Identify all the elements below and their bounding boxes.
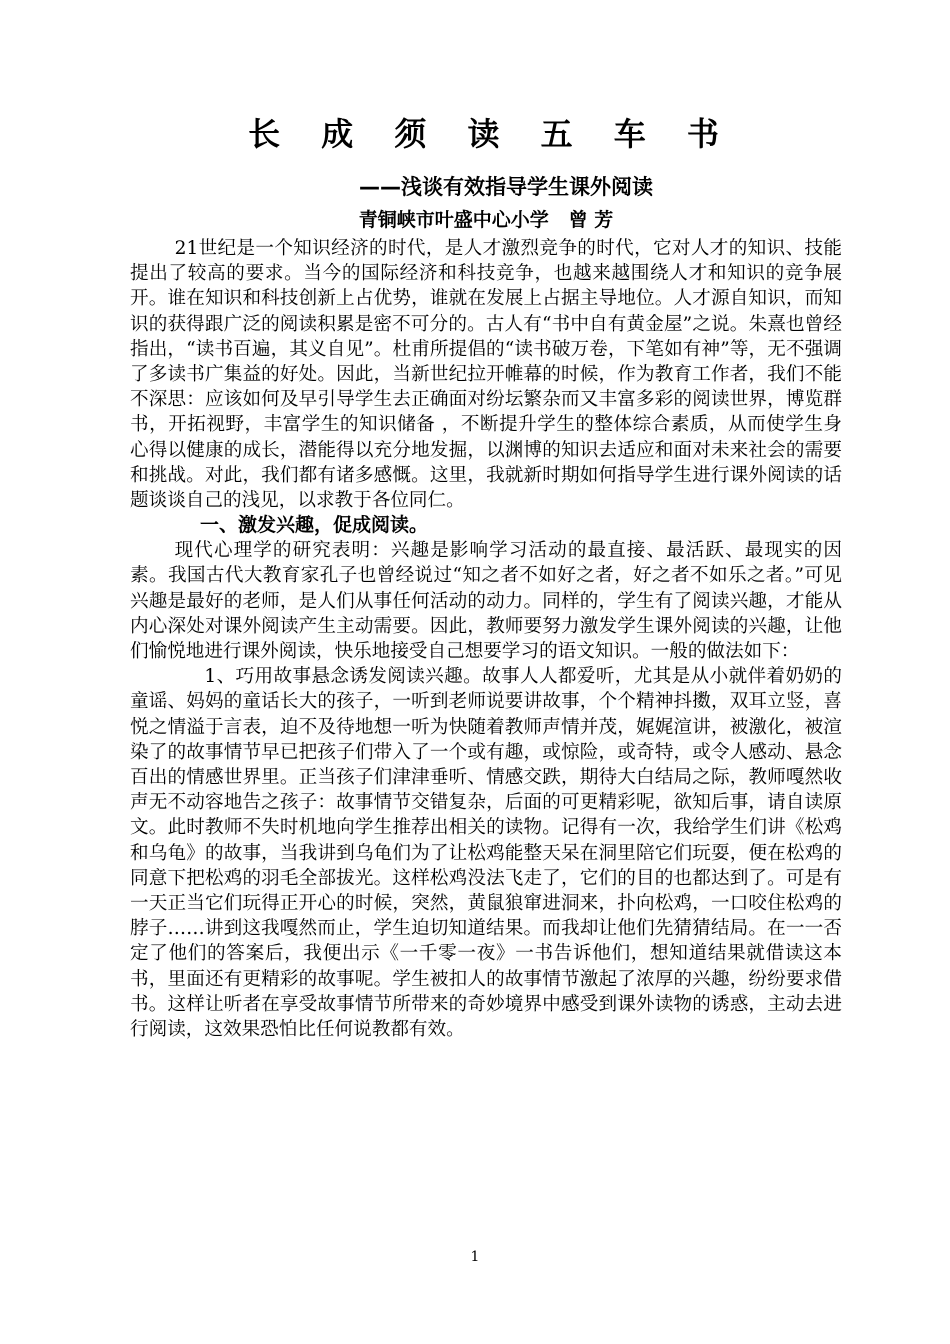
document-subtitle: ——浅谈有效指导学生课外阅读 xyxy=(359,175,653,199)
document-page xyxy=(130,110,842,1042)
sub-paragraph: 1、巧用故事悬念诱发阅读兴趣。故事人人都爱听，尤其是从小就伴着奶奶的童谣、妈妈的童话长大的孩子，一听到老师说要讲故事，个个精神抖擞，双耳立竖，喜悦之情溢于言表，迫不及待地想一听为快随着教师声情并茂，娓娓渲讲，被激化，被渲染了的故事情节早已把孩子们带入了一个或有趣，或惊险，或奇特，或令人感动、悬念百出的情感世界里。正当孩子们津津垂听、情感交跌，期待大白结局之际，教师嘎然收声无不动容地告之孩子：故事情节交错复杂，后面的可更精彩呢，欲知后事，请自读原文。此时教师不失时机地向学生推荐出相关的读物。记得有一次，我给学生们讲《松鸡和乌龟》的故事，当我讲到乌龟们为了让松鸡能整天呆在洞里陪它们玩耍，便在松鸡的同意下把松鸡的羽毛全部拔光。这样松鸡没法飞走了，它们的目的也都达到了。可是有一天正当它们玩得正开心的时候，突然，黄鼠狼窜进洞来，扑向松鸡，一口咬住松鸡的脖子……讲到这我嘎然而止，学生迫切知道结果。而我却让他们先猜猜结局。在一一否定了他们的答案后，我便出示《一千零一夜》一书告诉他们，想知道结果就借读这本书，里面还有更精彩的故事呢。学生被扣人的故事情节激起了浓厚的兴趣，纷纷要求借书。这样让听者在享受故事情节所带来的奇妙境界中感受到课外读物的诱惑，主动去进行阅读，这效果恐怕比任何说教都有效。 xyxy=(130,666,842,1041)
document-title: 长 成 须 读 五 车 书 xyxy=(248,115,734,153)
intro-paragraph: 21世纪是一个知识经济的时代，是人才激烈竞争的时代，它对人才的知识、技能提出了较高的要求。当今的国际经济和科技竞争，也越来越围绕人才和知识的竞争展开。谁在知识和科技创新上占优势，谁就在发展上占据主导地位。人才源自知识，而知识的获得跟广泛的阅读积累是密不可分的。古人有“书中自有黄金屋”之说。朱熹也曾经指出，“读书百遍，其义自见”。杜甫所提倡的“读书破万卷，下笔如有神”等，无不强调了多读书广集益的好处。因此，当新世纪拉开帷幕的时候，作为教育工作者，我们不能不深思：应该如何及早引导学生去正确面对纷坛繁杂而又丰富多彩的阅读世界，博览群书，开拓视野，丰富学生的知识储备 ，不断提升学生的整体综合素质，从而使学生身心得以健康的成长，潜能得以充分地发掘，以渊博的知识去适应和面对未来社会的需要和挑战。对此，我们都有诸多感慨。这里，我就新时期如何指导学生进行课外阅读的话题谈谈自己的浅见，以求教于各位同仁。 xyxy=(130,238,842,512)
section-paragraph: 现代心理学的研究表明：兴趣是影响学习活动的最直接、最活跃、最现实的因素。我国古代大教育家孔子也曾经说过“知之者不如好之者，好之者不如乐之者。”可见兴趣是最好的老师，是人们从事任何活动的动力。同样的，学生有了阅读兴趣，才能从内心深处对课外阅读产生主动需要。因此，教师要努力激发学生课外阅读的兴趣，让他们愉悦地进行课外阅读，快乐地接受自己想要学习的语文知识。一般的做法如下： xyxy=(130,540,842,663)
document-author: 青铜峡市叶盛中心小学 曾 芳 xyxy=(358,209,614,231)
section-heading: 一、激发兴趣，促成阅读。 xyxy=(200,514,429,537)
page-number: 1 xyxy=(470,1249,480,1265)
